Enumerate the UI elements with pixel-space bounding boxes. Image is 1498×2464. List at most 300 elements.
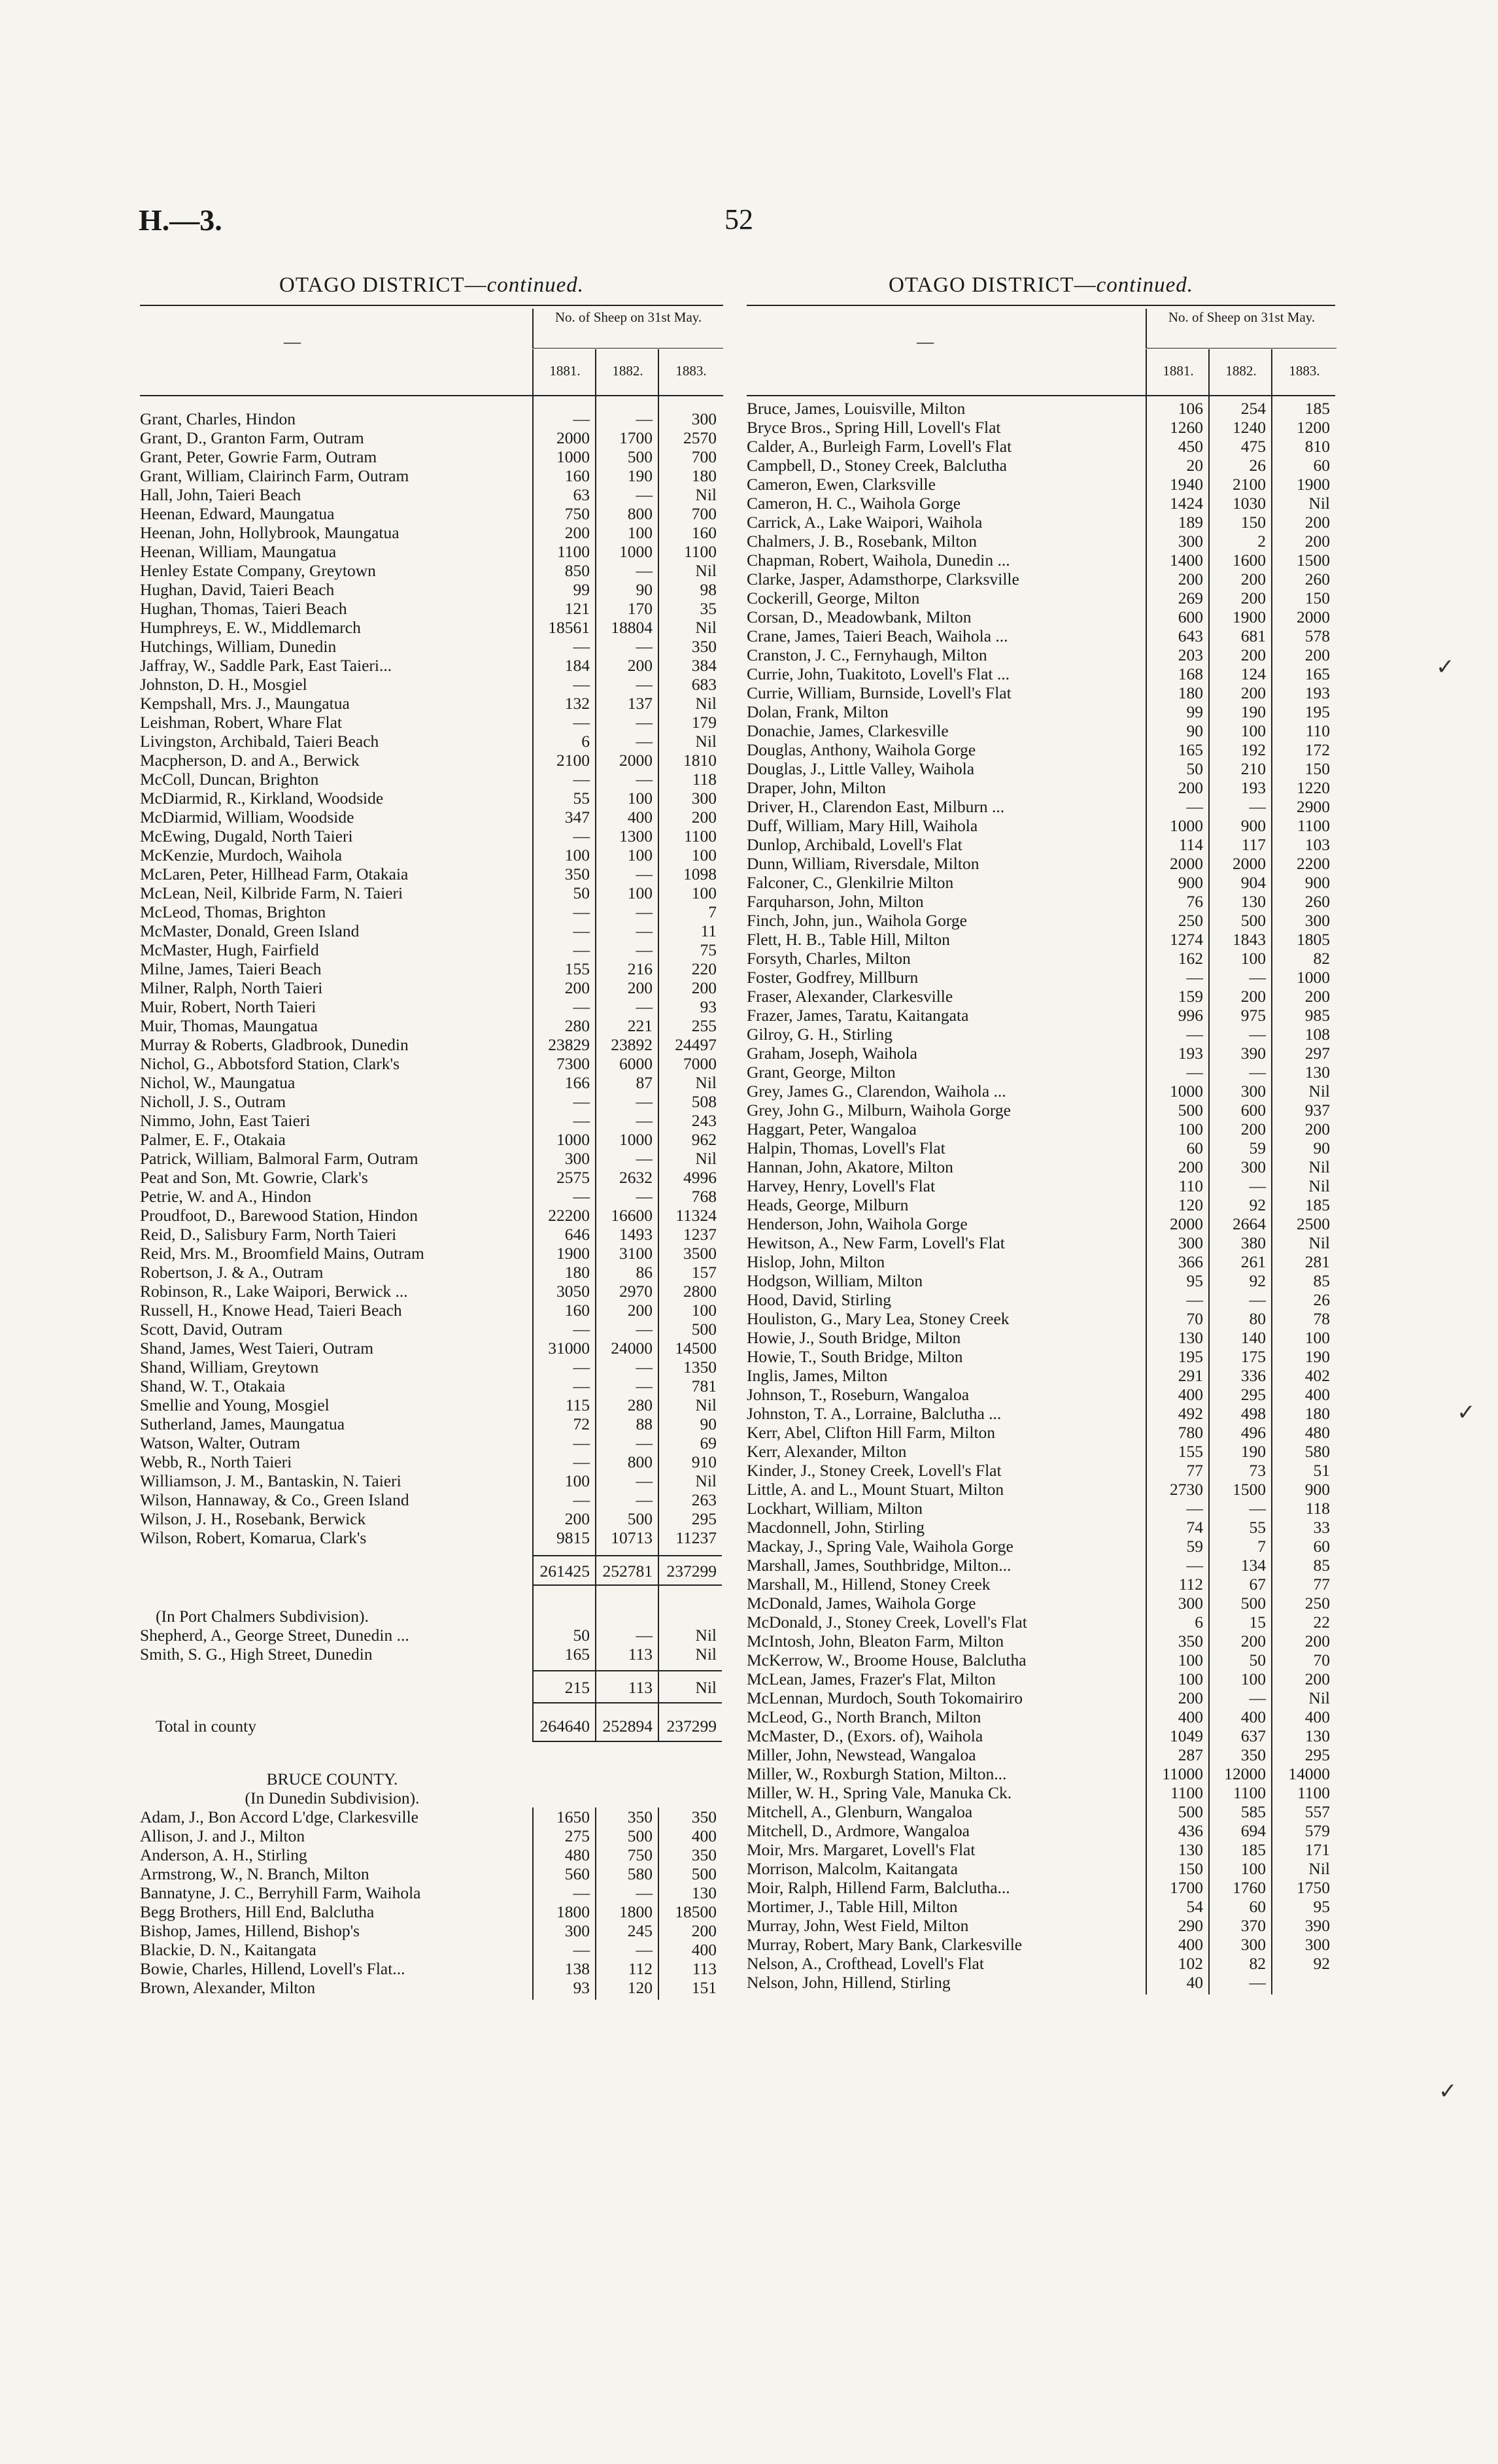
owner-name: Cranston, J. C., Fernyhaugh, Milton [747, 645, 987, 664]
sheep-count-1881: 480 [564, 1845, 590, 1864]
sheep-count-1882: 170 [627, 599, 653, 618]
sheep-count-1881: 165 [564, 1645, 590, 1664]
sheep-count-1881: 400 [1178, 1707, 1203, 1726]
sheep-count-1882: 24000 [611, 1339, 653, 1358]
table-row [747, 1063, 1335, 1082]
sheep-count-1883: 260 [1304, 892, 1330, 911]
owner-name: Cameron, H. C., Waihola Gorge [747, 494, 961, 513]
sheep-count-1881: 280 [564, 1016, 590, 1035]
owner-name: Hall, John, Taieri Beach [140, 485, 301, 504]
owner-name: Allison, J. and J., Milton [140, 1826, 305, 1845]
table-row [747, 721, 1335, 741]
sheep-count-1881: — [573, 1940, 590, 1959]
sheep-count-1881: 275 [564, 1826, 590, 1845]
sheep-count-1883: 2800 [683, 1282, 717, 1301]
table-row [140, 1490, 723, 1510]
owner-name: Dolan, Frank, Milton [747, 702, 889, 721]
table-row [140, 1092, 723, 1112]
owner-name: McIntosh, John, Bleaton Farm, Milton [747, 1632, 1004, 1651]
column-rule [658, 1807, 659, 2000]
sheep-count-1881: 120 [1178, 1195, 1203, 1214]
owner-name: Johnson, T., Roseburn, Wangaloa [747, 1385, 970, 1404]
table-row [140, 1320, 723, 1339]
sheep-count-1881: 300 [1178, 532, 1203, 551]
owner-name: Duff, William, Mary Hill, Waihola [747, 816, 978, 835]
owner-name: Kerr, Abel, Clifton Hill Farm, Milton [747, 1423, 996, 1442]
table-row [747, 1575, 1335, 1594]
year-header: 1881. [532, 349, 596, 395]
sheep-count-1883: 1100 [683, 542, 717, 561]
owner-name: Marshall, M., Hillend, Stoney Creek [747, 1575, 991, 1594]
sheep-count-1881: 600 [1178, 607, 1203, 626]
sheep-count-1883: 172 [1304, 740, 1330, 759]
sheep-count-1881: 50 [1186, 759, 1203, 778]
sheep-count-1883: 200 [691, 808, 717, 827]
sheep-count-1882: 7 [1257, 1537, 1266, 1556]
sheep-count-1883: 1098 [683, 864, 717, 883]
sheep-count-1882: — [636, 1940, 653, 1959]
sheep-count-1883: 103 [1304, 835, 1330, 854]
table-row [140, 1111, 723, 1131]
sheep-count-1881: 55 [573, 789, 590, 808]
margin-mark: ✓ [1436, 655, 1455, 679]
owner-name: Anderson, A. H., Stirling [140, 1845, 307, 1864]
sheep-count-1881: 162 [1178, 949, 1203, 968]
owner-name: Marshall, James, Southbridge, Milton... [747, 1556, 1012, 1575]
sheep-count-1881: — [573, 827, 590, 846]
sheep-count-1883: 95 [1313, 1897, 1330, 1916]
sheep-count-1882: 200 [627, 1301, 653, 1320]
sheep-count-1881: 20 [1186, 456, 1203, 475]
sheep-count-1881: 18561 [548, 618, 590, 637]
table-row [747, 1461, 1335, 1480]
sheep-count-1882: — [636, 864, 653, 883]
table-row [747, 551, 1335, 570]
table-row [140, 1054, 723, 1074]
sheep-count-1882: — [1249, 1688, 1266, 1707]
sheep-count-1883: 700 [691, 447, 717, 466]
table-row [140, 1433, 723, 1453]
owner-name: Wilson, Hannaway, & Co., Green Island [140, 1490, 409, 1509]
sheep-count-1883: 11324 [675, 1206, 717, 1225]
sheep-count-1881: — [573, 713, 590, 732]
owner-name: Shepherd, A., George Street, Dunedin ... [140, 1626, 409, 1645]
sheep-count-1881: 1650 [556, 1807, 590, 1826]
sheep-count-1881: 1800 [556, 1902, 590, 1921]
owner-name: Muir, Robert, North Taieri [140, 997, 316, 1016]
owner-name: Macdonnell, John, Stirling [747, 1518, 925, 1537]
owner-name: Hood, David, Stirling [747, 1290, 891, 1309]
sheep-count-1881: 155 [1178, 1442, 1203, 1461]
sheep-count-1882: 694 [1240, 1821, 1266, 1840]
owner-name: Grant, Charles, Hindon [140, 409, 296, 428]
table-row [747, 835, 1335, 855]
sheep-count-1881: 23829 [548, 1035, 590, 1054]
sheep-count-1883: 900 [1304, 873, 1330, 892]
sheep-count-1881: 6 [581, 732, 590, 751]
sheep-count-1881: 99 [1186, 702, 1203, 721]
column-rule [595, 396, 596, 1741]
owner-name: Frazer, James, Taratu, Kaitangata [747, 1006, 969, 1025]
sheep-count-1881: 138 [564, 1959, 590, 1978]
owner-name: Hodgson, William, Milton [747, 1271, 923, 1290]
sheep-count-1882: 200 [1240, 1120, 1266, 1138]
owner-name: Moir, Ralph, Hillend Farm, Balclutha... [747, 1878, 1010, 1897]
owner-name: Nelson, A., Crofthead, Lovell's Flat [747, 1954, 984, 1973]
sheep-count-1881: 106 [1178, 399, 1203, 418]
sheep-count-1883: Nil [1308, 1859, 1330, 1878]
sheep-count-1883: 260 [1304, 570, 1330, 589]
sheep-count-1883: 1220 [1297, 778, 1330, 797]
sheep-count-1883: 1750 [1297, 1878, 1330, 1897]
sheep-count-1881: — [573, 1358, 590, 1377]
owner-name: Kerr, Alexander, Milton [747, 1442, 907, 1461]
sheep-count-1882: 800 [627, 1452, 653, 1471]
table-row [747, 873, 1335, 893]
owner-name: Draper, John, Milton [747, 778, 886, 797]
sheep-count-1882: 350 [1240, 1745, 1266, 1764]
table-row [747, 987, 1335, 1006]
table-row [747, 1499, 1335, 1518]
sheep-count-1881: 184 [564, 656, 590, 675]
sheep-count-1882: 637 [1240, 1726, 1266, 1745]
sheep-count-1883: 98 [700, 580, 717, 599]
sheep-count-1881: 1000 [1170, 816, 1203, 835]
owner-name: Miller, John, Newstead, Wangaloa [747, 1745, 976, 1764]
sheep-count-1883: 195 [1304, 702, 1330, 721]
owner-name: Driver, H., Clarendon East, Milburn ... [747, 797, 1005, 816]
sheep-count-1881: 300 [1178, 1594, 1203, 1613]
owner-name: Bishop, James, Hillend, Bishop's [140, 1921, 360, 1940]
sheep-count-1883: 4996 [683, 1168, 717, 1187]
sheep-count-1883: 683 [691, 675, 717, 694]
sheep-count-1881: 350 [564, 864, 590, 883]
sheep-count-1881: 114 [1178, 835, 1203, 854]
table-row [747, 1233, 1335, 1253]
sheep-count-1883: 237299 [666, 1562, 717, 1581]
owner-name: Nichol, W., Maungatua [140, 1073, 296, 1092]
sheep-count-1881: 102 [1178, 1954, 1203, 1973]
sheep-count-1882: 150 [1240, 513, 1266, 532]
sheep-count-1881: 168 [1178, 664, 1203, 683]
sheep-count-1882: — [636, 409, 653, 428]
owner-name: Henderson, John, Waihola Gorge [747, 1214, 968, 1233]
owner-name: Reid, Mrs. M., Broomfield Mains, Outram [140, 1244, 424, 1263]
sheep-count-1882: 300 [1240, 1082, 1266, 1101]
sheep-count-1882: — [636, 1358, 653, 1377]
sheep-count-1883: 1237 [683, 1225, 717, 1244]
sheep-count-1881: 166 [564, 1073, 590, 1092]
sheep-count-1882: 59 [1249, 1138, 1266, 1157]
sheep-count-1881: 160 [564, 1301, 590, 1320]
sheep-count-1883: 2200 [1297, 854, 1330, 873]
sheep-count-1882: 92 [1249, 1195, 1266, 1214]
sheep-count-1882: 137 [627, 694, 653, 713]
owner-name: McMaster, Hugh, Fairfield [140, 940, 319, 959]
sheep-count-1881: 54 [1186, 1897, 1203, 1916]
sheep-count-1883: 300 [691, 789, 717, 808]
sheep-count-1881: 2100 [556, 751, 590, 770]
sheep-count-1881: — [573, 997, 590, 1016]
sheep-count-1882: 295 [1240, 1385, 1266, 1404]
table-row [747, 1120, 1335, 1139]
sheep-count-1882: 82 [1249, 1954, 1266, 1973]
owner-name: Smellie and Young, Mosgiel [140, 1395, 330, 1414]
sheep-count-1883: 130 [1304, 1726, 1330, 1745]
owner-name: McKerrow, W., Broome House, Balclutha [747, 1651, 1027, 1669]
sheep-count-1881: — [573, 1377, 590, 1395]
sheep-count-1883: 384 [691, 656, 717, 675]
owner-name: Webb, R., North Taieri [140, 1452, 292, 1471]
sheep-count-1881: 1260 [1170, 418, 1203, 437]
owner-name: Cameron, Ewen, Clarksville [747, 475, 936, 494]
owner-name: Harvey, Henry, Lovell's Flat [747, 1176, 936, 1195]
sheep-count-1882: 200 [1240, 987, 1266, 1006]
sheep-count-1882: — [636, 713, 653, 732]
sheep-count-1883: 768 [691, 1187, 717, 1206]
sheep-count-1883: 200 [691, 1921, 717, 1940]
table-row [140, 1149, 723, 1169]
sheep-count-1882: 800 [627, 504, 653, 523]
table-row [747, 456, 1335, 475]
sheep-count-1882: — [636, 940, 653, 959]
sheep-count-1881: — [573, 1433, 590, 1452]
sheep-count-1882: 100 [1240, 721, 1266, 740]
sheep-count-1882: — [636, 902, 653, 921]
sheep-count-1881: 200 [1178, 1688, 1203, 1707]
sheep-count-1882: 18804 [611, 618, 653, 637]
sheep-count-1882: 300 [1240, 1157, 1266, 1176]
owner-name: Lockhart, William, Milton [747, 1499, 923, 1518]
owner-name: Gilroy, G. H., Stirling [747, 1025, 893, 1044]
owner-name: Nichol, G., Abbotsford Station, Clark's [140, 1054, 400, 1073]
sheep-count-1883: 60 [1313, 456, 1330, 475]
sheep-count-1883: 300 [1304, 911, 1330, 930]
sheep-count-1881: 2575 [556, 1168, 590, 1187]
table-row [140, 713, 723, 732]
sheep-count-1882: 60 [1249, 1897, 1266, 1916]
owner-name: McLeod, Thomas, Brighton [140, 902, 326, 921]
page-header [0, 203, 1498, 248]
sheep-count-1883: 2000 [1297, 607, 1330, 626]
table-row [140, 1301, 723, 1320]
table-row [747, 607, 1335, 627]
table-row [140, 770, 723, 789]
sheep-count-1883: Nil [695, 732, 717, 751]
owner-name: Chapman, Robert, Waihola, Dunedin ... [747, 551, 1010, 570]
sheep-count-1881: 132 [564, 694, 590, 713]
sheep-count-1881: — [1186, 968, 1203, 987]
total-rule [532, 1702, 722, 1703]
table-row [747, 930, 1335, 950]
sheep-count-1882: 200 [627, 978, 653, 997]
table-row [140, 1528, 723, 1548]
sheep-count-1882: 26 [1249, 456, 1266, 475]
sheep-count-1882: 1600 [1233, 551, 1266, 570]
sheep-count-1881: 200 [1178, 1157, 1203, 1176]
sheep-count-1883: 85 [1313, 1271, 1330, 1290]
sheep-count-1882: 1030 [1233, 494, 1266, 513]
sheep-count-1881: 130 [1178, 1328, 1203, 1347]
table-row [747, 494, 1335, 513]
sheep-count-1882: 3100 [619, 1244, 653, 1263]
owner-name: Humphreys, E. W., Middlemarch [140, 618, 361, 637]
sheep-count-1882: 1500 [1233, 1480, 1266, 1499]
owner-name: Halpin, Thomas, Lovell's Flat [747, 1138, 945, 1157]
owner-name: Campbell, D., Stoney Creek, Balclutha [747, 456, 1008, 475]
sheep-count-1883: Nil [695, 1626, 717, 1645]
table-row [140, 1626, 723, 1645]
sheep-count-1881: 1100 [1170, 1783, 1203, 1802]
sheep-count-1883: 300 [1304, 1935, 1330, 1954]
sheep-count-1882: — [1249, 1290, 1266, 1309]
sheep-count-1883: 810 [1304, 437, 1330, 456]
sheep-count-1881: — [573, 921, 590, 940]
sheep-count-1883: 297 [1304, 1044, 1330, 1063]
sheep-count-1883: 400 [1304, 1707, 1330, 1726]
right-column-title: OTAGO DISTRICT—continued. [889, 273, 1193, 297]
sheep-count-1882: 500 [1240, 1594, 1266, 1613]
sheep-count-1883: 2900 [1297, 797, 1330, 816]
owner-name: Mitchell, D., Ardmore, Wangaloa [747, 1821, 970, 1840]
sheep-count-1883: 1100 [1297, 1783, 1330, 1802]
sheep-count-1882: 475 [1240, 437, 1266, 456]
sheep-count-1883: 90 [700, 1414, 717, 1433]
sheep-count-1881: 115 [565, 1395, 590, 1414]
sheep-count-1881: 150 [1178, 1859, 1203, 1878]
sheep-count-1882: 23892 [611, 1035, 653, 1054]
table-row [140, 883, 723, 903]
sheep-count-1881: 100 [564, 1471, 590, 1490]
owner-name: McDonald, J., Stoney Creek, Lovell's Flat [747, 1613, 1027, 1632]
sheep-count-1882: 496 [1240, 1423, 1266, 1442]
sheep-count-1882: 100 [1240, 1859, 1266, 1878]
sheep-count-1883: 93 [700, 997, 717, 1016]
owner-name: Falconer, C., Glenkilrie Milton [747, 873, 954, 892]
sheep-count-1881: 400 [1178, 1935, 1203, 1954]
sheep-count-1881: 1700 [1170, 1878, 1203, 1897]
owner-name: Flett, H. B., Table Hill, Milton [747, 930, 950, 949]
table-row [140, 485, 723, 505]
left-column-title: OTAGO DISTRICT—continued. [279, 273, 584, 297]
table-row [140, 1073, 723, 1093]
table-row [747, 683, 1335, 703]
sheep-count-1882: — [1249, 797, 1266, 816]
year-header: 1883. [1271, 349, 1336, 395]
sheep-count-1883: 11 [700, 921, 717, 940]
sheep-count-1883: Nil [1308, 494, 1330, 513]
table-row [747, 1954, 1335, 1974]
sheep-count-1883: 1810 [683, 751, 717, 770]
sheep-count-1882: 67 [1249, 1575, 1266, 1594]
sheep-count-1882: 400 [627, 808, 653, 827]
sheep-count-1883: 100 [691, 846, 717, 864]
sheep-count-1882: 300 [1240, 1935, 1266, 1954]
page-number: 52 [724, 203, 753, 235]
sheep-count-1883: 100 [691, 1301, 717, 1320]
sheep-count-1883: 350 [691, 1845, 717, 1864]
table-row [140, 1826, 723, 1846]
sheep-count-1883: 157 [691, 1263, 717, 1282]
owner-name: McMaster, Donald, Green Island [140, 921, 360, 940]
sheep-count-1882: 200 [1240, 570, 1266, 589]
owner-name: Livingston, Archibald, Taieri Beach [140, 732, 379, 751]
sheep-count-1881: — [573, 409, 590, 428]
sheep-count-1882: 1000 [619, 542, 653, 561]
sheep-count-1883: 118 [1305, 1499, 1330, 1518]
sheep-count-1881: 22200 [548, 1206, 590, 1225]
sheep-count-1883: 100 [1304, 1328, 1330, 1347]
owner-name: Shand, W. T., Otakaia [140, 1377, 286, 1395]
sheep-count-1882: 190 [1240, 702, 1266, 721]
sheep-count-1883: 1500 [1297, 551, 1330, 570]
owner-name: Fraser, Alexander, Clarkesville [747, 987, 953, 1006]
sheep-count-1881: 7300 [556, 1054, 590, 1073]
table-row [747, 892, 1335, 912]
sheep-count-1883: 579 [1304, 1821, 1330, 1840]
sheep-count-1881: 50 [573, 883, 590, 902]
table-row [747, 570, 1335, 589]
sheep-count-header: No. of Sheep on 31st May. [532, 309, 723, 349]
owner-name: Crane, James, Taieri Beach, Waihola ... [747, 626, 1008, 645]
sheep-count-1882: 124 [1240, 664, 1266, 683]
sheep-count-1882: — [1249, 1499, 1266, 1518]
sheep-count-1881: 193 [1178, 1044, 1203, 1063]
table-row [747, 418, 1335, 437]
sheep-count-1883: 200 [1304, 513, 1330, 532]
sheep-count-1883: 78 [1313, 1309, 1330, 1328]
sheep-count-1881: — [1186, 797, 1203, 816]
owner-name: Chalmers, J. B., Rosebank, Milton [747, 532, 978, 551]
sheep-count-1881: 50 [573, 1626, 590, 1645]
sheep-count-1881: 300 [1178, 1233, 1203, 1252]
table-row [747, 437, 1335, 456]
table-row [140, 466, 723, 486]
sheep-count-1882: 900 [1240, 816, 1266, 835]
table-row [140, 1864, 723, 1884]
sheep-count-1881: 400 [1178, 1385, 1203, 1404]
sheep-count-1883: Nil [1308, 1688, 1330, 1707]
owner-name: Wilson, Robert, Komarua, Clark's [140, 1528, 367, 1547]
sheep-count-1883: 165 [1304, 664, 1330, 683]
table-row [747, 1802, 1335, 1822]
table-row [747, 1176, 1335, 1196]
sheep-count-1883: 200 [1304, 1669, 1330, 1688]
sheep-count-1883: Nil [1308, 1176, 1330, 1195]
sheep-count-1882: 1760 [1233, 1878, 1266, 1897]
owner-name: Williamson, J. M., Bantaskin, N. Taieri [140, 1471, 401, 1490]
sheep-count-1881: 189 [1178, 513, 1203, 532]
table-row [140, 561, 723, 581]
sheep-count-1883: Nil [695, 1395, 717, 1414]
sheep-count-1881: 1274 [1170, 930, 1203, 949]
sheep-count-1882: 12000 [1224, 1764, 1266, 1783]
sheep-count-1882: — [636, 485, 653, 504]
sheep-count-1882: — [636, 561, 653, 580]
owner-name: Reid, D., Salisbury Farm, North Taieri [140, 1225, 397, 1244]
owner-name: McLean, Neil, Kilbride Farm, N. Taieri [140, 883, 403, 902]
owner-name: Nicholl, J. S., Outram [140, 1092, 286, 1111]
sheep-count-1882: 55 [1249, 1518, 1266, 1537]
sheep-count-1883: 22 [1313, 1613, 1330, 1632]
sheep-count-1881: — [573, 1187, 590, 1206]
sheep-count-1883: 160 [691, 523, 717, 542]
owner-name: Dunlop, Archibald, Lovell's Flat [747, 835, 962, 854]
owner-name: Robinson, R., Lake Waipori, Berwick ... [140, 1282, 408, 1301]
owner-name: Grant, Peter, Gowrie Farm, Outram [140, 447, 377, 466]
table-row [747, 1821, 1335, 1841]
owner-name: McLaren, Peter, Hillhead Farm, Otakaia [140, 864, 409, 883]
